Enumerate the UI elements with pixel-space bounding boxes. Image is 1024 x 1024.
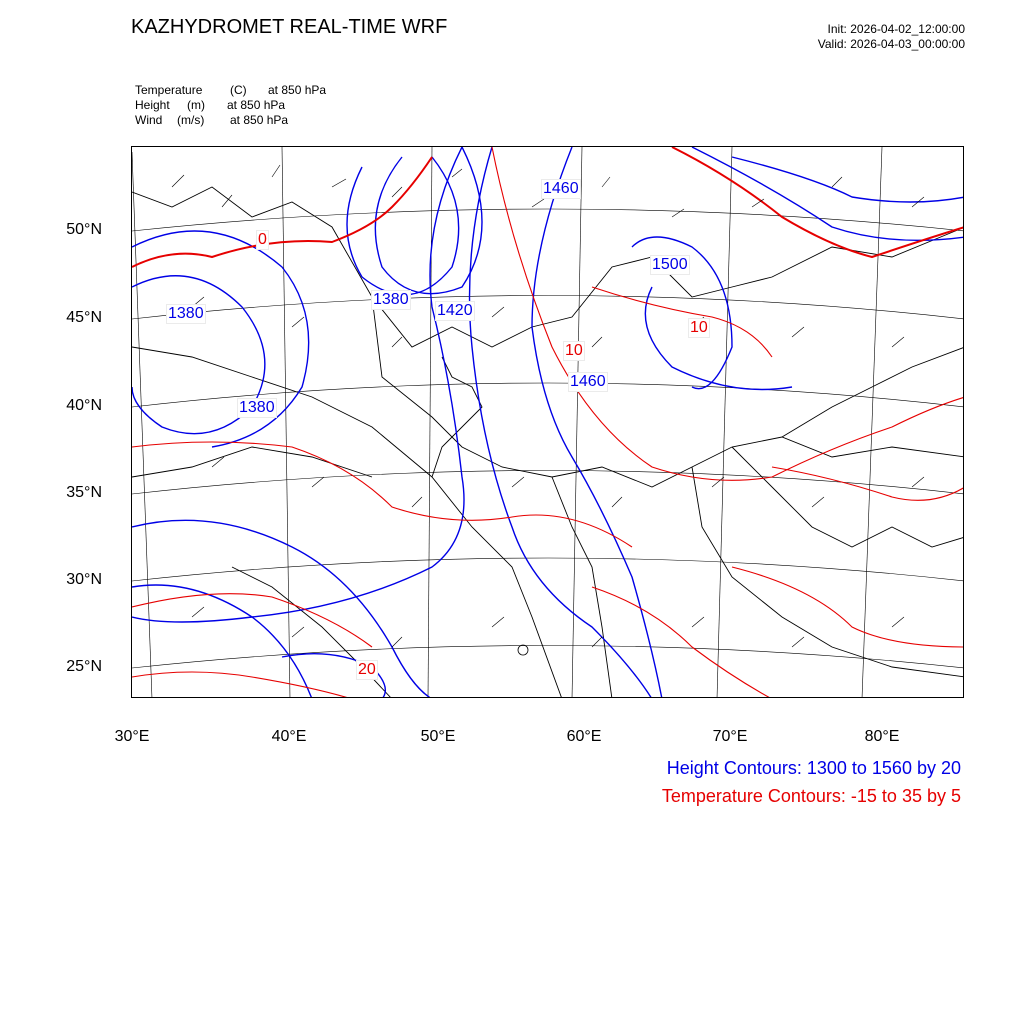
variable-level: at 850 hPa	[227, 98, 286, 112]
temperature-contour-label: 0	[258, 231, 267, 248]
wind-barbs	[172, 165, 924, 647]
variable-row-wind	[135, 113, 288, 127]
variable-level: at 850 hPa	[230, 113, 289, 127]
temperature-contour-legend: Temperature Contours: -15 to 35 by 5	[661, 786, 961, 806]
latitude-label: 35°N	[66, 484, 102, 501]
variable-unit: (C)	[230, 83, 247, 97]
longitude-label: 80°E	[864, 728, 900, 745]
height-contour-label: 1500	[652, 256, 688, 273]
variable-name: Height	[135, 98, 170, 112]
height-contour-label: 1460	[570, 373, 606, 390]
latitude-label: 50°N	[66, 221, 102, 238]
height-contour-label: 1380	[168, 305, 204, 322]
variable-unit: (m/s)	[177, 113, 205, 127]
variable-level: at 850 hPa	[268, 83, 327, 97]
variable-name: Temperature	[135, 83, 203, 97]
temperature-contour-label: 10	[690, 319, 708, 336]
latitude-label: 45°N	[66, 309, 102, 326]
height-contour-label: 1380	[239, 399, 275, 416]
variable-row-height	[135, 98, 285, 112]
longitude-label: 40°E	[271, 728, 307, 745]
valid-time: Valid: 2026-04-03_00:00:00	[817, 37, 965, 51]
init-time: Init: 2026-04-02_12:00:00	[827, 22, 965, 36]
longitude-label: 30°E	[114, 728, 150, 745]
longitude-label: 50°E	[420, 728, 456, 745]
variable-row-temperature	[135, 83, 326, 97]
latitude-label: 25°N	[66, 658, 102, 675]
height-contour-label: 1380	[373, 291, 409, 308]
latitude-label: 30°N	[66, 571, 102, 588]
height-contour-legend: Height Contours: 1300 to 1560 by 20	[666, 758, 961, 778]
longitude-label: 60°E	[566, 728, 602, 745]
longitude-label: 70°E	[712, 728, 748, 745]
calm-wind-marker	[518, 645, 528, 655]
map-panel[interactable]	[131, 146, 964, 698]
temperature-contour-label: 10	[565, 342, 583, 359]
height-contour-label: 1420	[437, 302, 473, 319]
latitude-label: 40°N	[66, 397, 102, 414]
map-title: KAZHYDROMET REAL-TIME WRF	[131, 16, 448, 38]
height-contour-label: 1460	[543, 180, 579, 197]
variable-unit: (m)	[187, 98, 205, 112]
variable-name: Wind	[135, 113, 163, 127]
temperature-contour-label: 20	[358, 661, 376, 678]
